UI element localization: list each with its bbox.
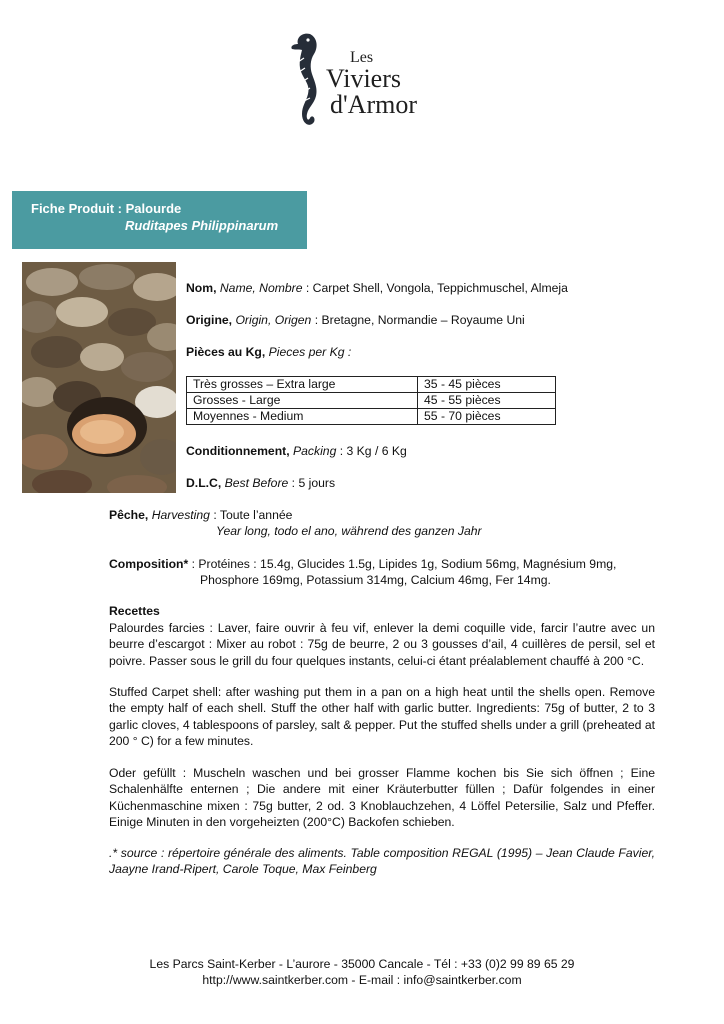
table-row [187,377,556,393]
packing-row: Conditionnement, Packing : 3 Kg / 6 Kg [186,444,407,458]
pieces-table [186,376,556,425]
table-cell: 55 - 70 pièces [418,409,556,425]
name-row: Nom, Name, Nombre : Carpet Shell, Vongola, Teppichmuschel, Almeja [186,281,568,295]
composition-row: Composition* : Protéines : 15.4g, Glucides 1.5g, Lipides 1g, Sodium 56mg, Magnésium 9mg, [109,557,617,571]
product-title-banner [12,191,307,249]
harvesting-row: Pêche, Harvesting : Toute l’année [109,508,293,522]
table-row [187,409,556,425]
best-before-row: D.L.C, Best Before : 5 jours [186,476,336,490]
table-cell: 35 - 45 pièces [418,377,556,393]
pieces-per-kg-label: Pièces au Kg, Pieces per Kg : [186,345,352,359]
table-cell: Grosses - Large [187,393,418,409]
product-title: Fiche Produit : Palourde [31,201,182,216]
recipe-german: Oder gefüllt : Muscheln waschen und bei grosser Flamme kochen bis Sie sich öffnen ; Eine Schalenhälfte enternen ; Die andere mit einer Kräuterbutter füllen ; Dafür folgendes in einer Küchenmaschine mixen : 75g butter, 2 od. 3 Knoblauchzehen, 4 Löffel Petersilie, Salz und Pfeffer. Einige Minuten in den vorgeheizten (200°C) Backofen schieben. [109,766,655,830]
origin-row: Origine, Origin, Origen : Bretagne, Normandie – Royaume Uni [186,313,525,327]
clams-photo [22,262,176,493]
composition-row-2: Phosphore 169mg, Potassium 314mg, Calcium 46mg, Fer 14mg. [200,573,551,587]
table-cell: Moyennes - Medium [187,409,418,425]
table-cell: 45 - 55 pièces [418,393,556,409]
harvesting-translation: Year long, todo el ano, während des ganzen Jahr [216,524,482,538]
recipe-english: Stuffed Carpet shell: after washing put them in a pan on a high heat until the shells open. Remove the empty half of each shell. Stuff the other half with garlic butter. Ingredients: 75g of butter, 2 to 3 garlic cloves, 4 tablespoons of parsley, salt & pepper. Put the stuffed shells under a grill (preheated at 200 ° C) for a few minutes. [109,685,655,749]
footer-address: Les Parcs Saint-Kerber - L’aurore - 35000 Cancale - Tél : +33 (0)2 99 89 65 29 [149,957,575,971]
product-latin-name: Ruditapes Philippinarum [125,218,279,233]
table-row [187,393,556,409]
company-logo [288,28,416,146]
seahorse-icon [288,28,328,138]
source-note: .* source : répertoire générale des aliments. Table composition REGAL (1995) – Jean Claude Favier, Jaayne Irand-Ripert, Carole Toque, Max Feinberg [109,846,655,877]
footer-contact: http://www.saintkerber.com - E-mail : info@saintkerber.com [202,973,522,987]
recipes-heading: Recettes [109,604,160,618]
table-cell: Très grosses – Extra large [187,377,418,393]
logo-wordmark: Les Viviers d'Armor [326,49,418,119]
recipe-french: Palourdes farcies : Laver, faire ouvrir à feu vif, enlever la demi coquille vide, farcir l’autre avec un beurre d’escargot : Mixer au robot : 75g de beurre, 2 ou 3 gousses d’ail, 4 cuillères de persil, sel et poivre. Passer sous le grill du four quelques instants, celui-ci étant préalablement chauffé à 200 °C. [109,621,655,668]
